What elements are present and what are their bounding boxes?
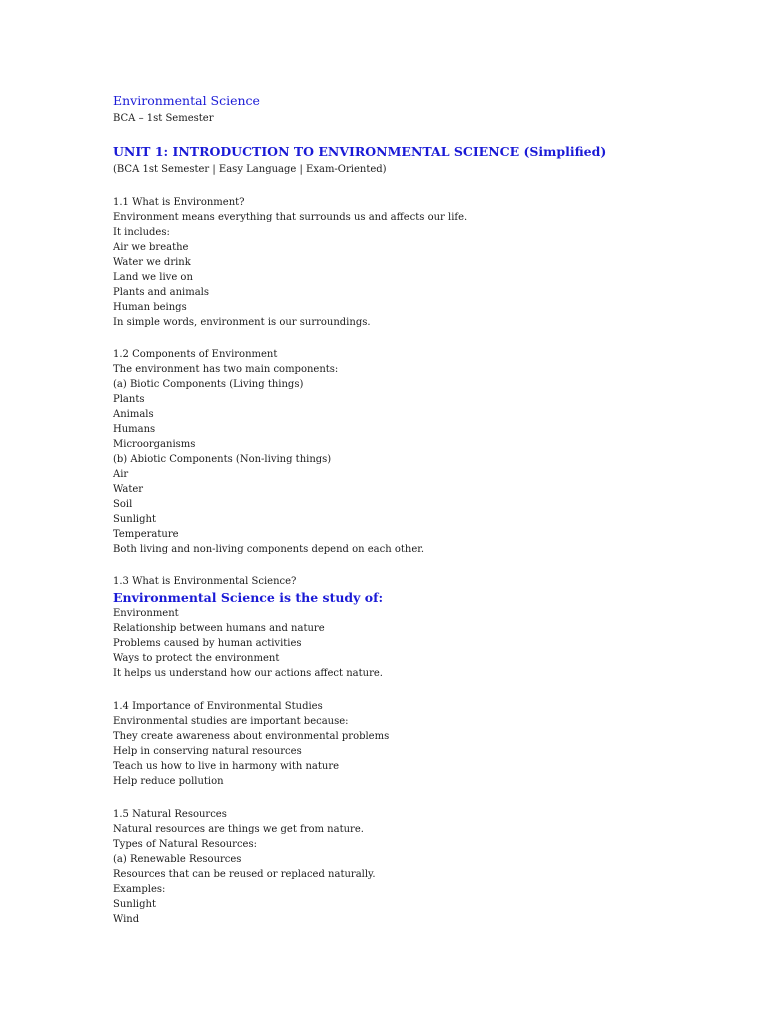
list-item: Sunlight <box>113 514 156 525</box>
list-item: Soil <box>113 499 133 510</box>
list-item: Wind <box>113 914 140 925</box>
list-item: Land we live on <box>113 272 193 283</box>
section-what-is-environmental-science <box>113 574 383 681</box>
paragraph-line: Both living and non-living components depend on each other. <box>113 544 425 555</box>
list-item: Humans <box>113 424 156 435</box>
document-subtitle: BCA – 1st Semester <box>113 113 214 124</box>
paragraph-line: Natural resources are things we get from nature. <box>113 824 364 835</box>
list-item: Air <box>113 469 129 480</box>
paragraph-line: Examples: <box>113 884 166 895</box>
paragraph-line: Environmental studies are important because: <box>113 716 349 727</box>
section-components-of-environment <box>113 347 424 557</box>
list-item: Animals <box>113 409 154 420</box>
section-heading: 1.5 Natural Resources <box>113 809 227 820</box>
list-item: Environment <box>113 608 179 619</box>
list-item: They create awareness about environmental problems <box>113 731 390 742</box>
subheading-biotic: (a) Biotic Components (Living things) <box>113 379 304 390</box>
paragraph-line: Resources that can be reused or replaced naturally. <box>113 869 376 880</box>
section-what-is-environment <box>113 195 467 330</box>
unit-heading: UNIT 1: INTRODUCTION TO ENVIRONMENTAL SCIENCE (Simplified) <box>113 144 607 159</box>
section-heading: 1.3 What is Environmental Science? <box>113 576 297 587</box>
list-item: Help in conserving natural resources <box>113 746 302 757</box>
list-item: Ways to protect the environment <box>113 653 280 664</box>
section-natural-resources <box>113 807 376 927</box>
paragraph-line: It helps us understand how our actions affect nature. <box>113 668 383 679</box>
list-item: Sunlight <box>113 899 156 910</box>
section-heading: 1.2 Components of Environment <box>113 349 278 360</box>
list-item: Plants and animals <box>113 287 210 298</box>
section-heading: 1.1 What is Environment? <box>113 197 245 208</box>
subheading-renewable: (a) Renewable Resources <box>113 854 242 865</box>
list-item: Water <box>113 484 144 495</box>
document-title: Environmental Science <box>113 93 260 108</box>
list-item: Human beings <box>113 302 187 313</box>
highlighted-heading: Environmental Science is the study of: <box>113 590 384 605</box>
paragraph-line: Environment means everything that surrounds us and affects our life. <box>113 212 468 223</box>
list-item: Teach us how to live in harmony with nature <box>113 761 340 772</box>
list-item: Temperature <box>113 529 179 540</box>
list-item: Help reduce pollution <box>113 776 224 787</box>
list-item: Problems caused by human activities <box>113 638 302 649</box>
section-heading: 1.4 Importance of Environmental Studies <box>113 701 323 712</box>
list-item: Plants <box>113 394 145 405</box>
section-importance-of-environmental-studies <box>113 699 389 789</box>
list-item: Water we drink <box>113 257 191 268</box>
paragraph-line: Types of Natural Resources: <box>113 839 257 850</box>
paragraph-line: In simple words, environment is our surroundings. <box>113 317 371 328</box>
paragraph-line: It includes: <box>113 227 170 238</box>
list-item: Air we breathe <box>113 242 189 253</box>
unit-subheading: (BCA 1st Semester | Easy Language | Exam-Oriented) <box>113 164 387 175</box>
list-item: Relationship between humans and nature <box>113 623 325 634</box>
list-item: Microorganisms <box>113 439 196 450</box>
subheading-abiotic: (b) Abiotic Components (Non-living things) <box>113 454 332 465</box>
paragraph-line: The environment has two main components: <box>113 364 339 375</box>
